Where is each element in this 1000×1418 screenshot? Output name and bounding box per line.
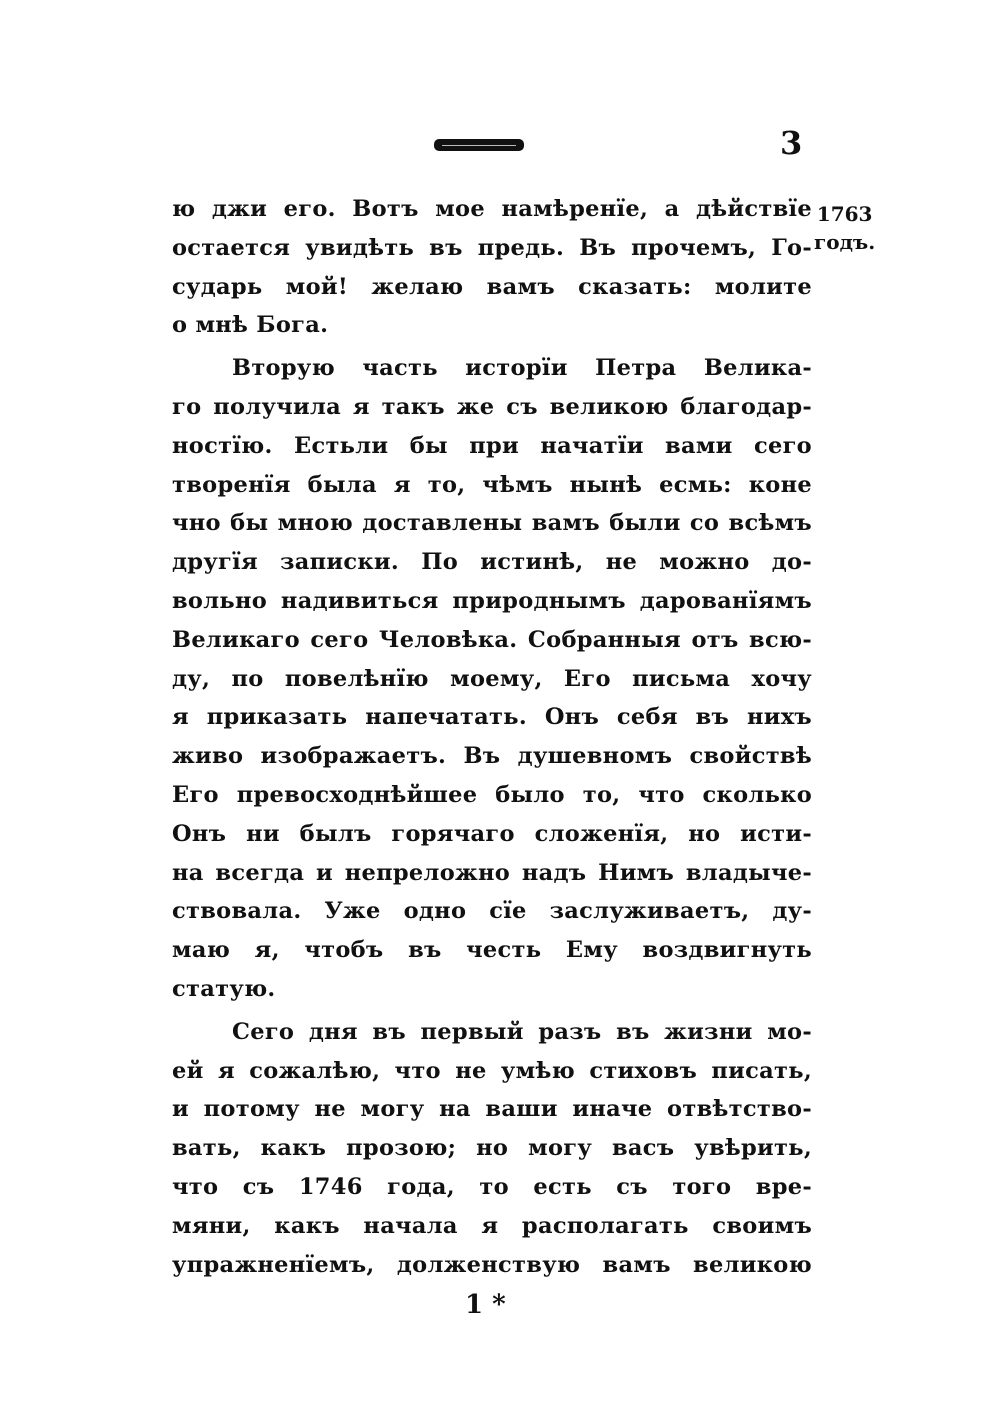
text-line: статую.: [172, 975, 276, 1002]
text-line: Сего дня въ первый разъ въ жизни мо-: [232, 1018, 812, 1045]
text-line: другїя записки. По истинѣ, не можно до-: [172, 549, 812, 576]
text-line: вольно надивиться природнымъ дарованїямъ: [172, 587, 812, 614]
signature-mark: 1 *: [465, 1290, 506, 1320]
text-line: творенїя была я то, чѣмъ нынѣ есмь: коне: [172, 471, 812, 498]
text-line: маю я, чтобъ въ честь Ему воздвигнуть: [172, 937, 812, 964]
text-line: остается увидѣть въ предь. Въ прочемъ, Го-: [172, 234, 812, 261]
text-line: живо изображаетъ. Въ душевномъ свойствѣ: [172, 743, 812, 770]
text-line: го получила я такъ же съ великою благодар-: [172, 393, 812, 420]
text-line: сударь мой! желаю вамъ сказать: молите: [172, 273, 812, 300]
text-line: о мнѣ Бога.: [172, 312, 329, 339]
text-line: ствовала. Уже одно сїе заслуживаетъ, ду-: [172, 898, 812, 925]
text-line: Великаго сего Человѣка. Собранныя отъ всю-: [172, 626, 812, 653]
text-line: упражненїемъ, долженствую вамъ великою: [172, 1251, 812, 1278]
header-ornament-rule: [434, 139, 524, 151]
margin-note-year: [814, 200, 875, 256]
paragraph-1: [172, 190, 812, 345]
text-line: что съ 1746 года, то есть съ того вре-: [172, 1173, 812, 1200]
page-number: 3: [780, 124, 803, 162]
text-line: на всегда и непреложно надъ Нимъ владыче-: [172, 859, 812, 886]
text-line: я приказать напечатать. Онъ себя въ нихъ: [172, 704, 812, 731]
text-line: Вторую часть исторїи Петра Велика-: [232, 355, 812, 382]
paragraph-2: [172, 349, 812, 1009]
margin-note-year-number: 1763: [816, 202, 873, 226]
text-line: чно бы мною доставлены вамъ были со всѣмъ: [172, 510, 812, 537]
text-line: ей я сожалѣю, что не умѣю стиховъ писать,: [172, 1057, 812, 1084]
text-line: ностїю. Естьли бы при начатїи вами сего: [172, 432, 812, 459]
text-line: Онъ ни былъ горячаго сложенїя, но исти-: [172, 820, 812, 847]
margin-note-year-label: годъ.: [814, 230, 876, 254]
text-line: мяни, какъ начала я располагать своимъ: [172, 1212, 812, 1239]
body-text: [172, 190, 812, 1284]
paragraph-3: [172, 1013, 812, 1285]
text-line: ю джи его. Вотъ мое намѣренїе, а дѣйствїе: [172, 196, 812, 222]
text-line: вать, какъ прозою; но могу васъ увѣрить,: [172, 1135, 812, 1162]
text-line: ду, по повелѣнїю моему, Его письма хочу: [172, 665, 812, 692]
text-line: и потому не могу на ваши иначе отвѣтство-: [172, 1096, 812, 1123]
text-line: Его превосходнѣйшее было то, что сколько: [172, 781, 812, 808]
